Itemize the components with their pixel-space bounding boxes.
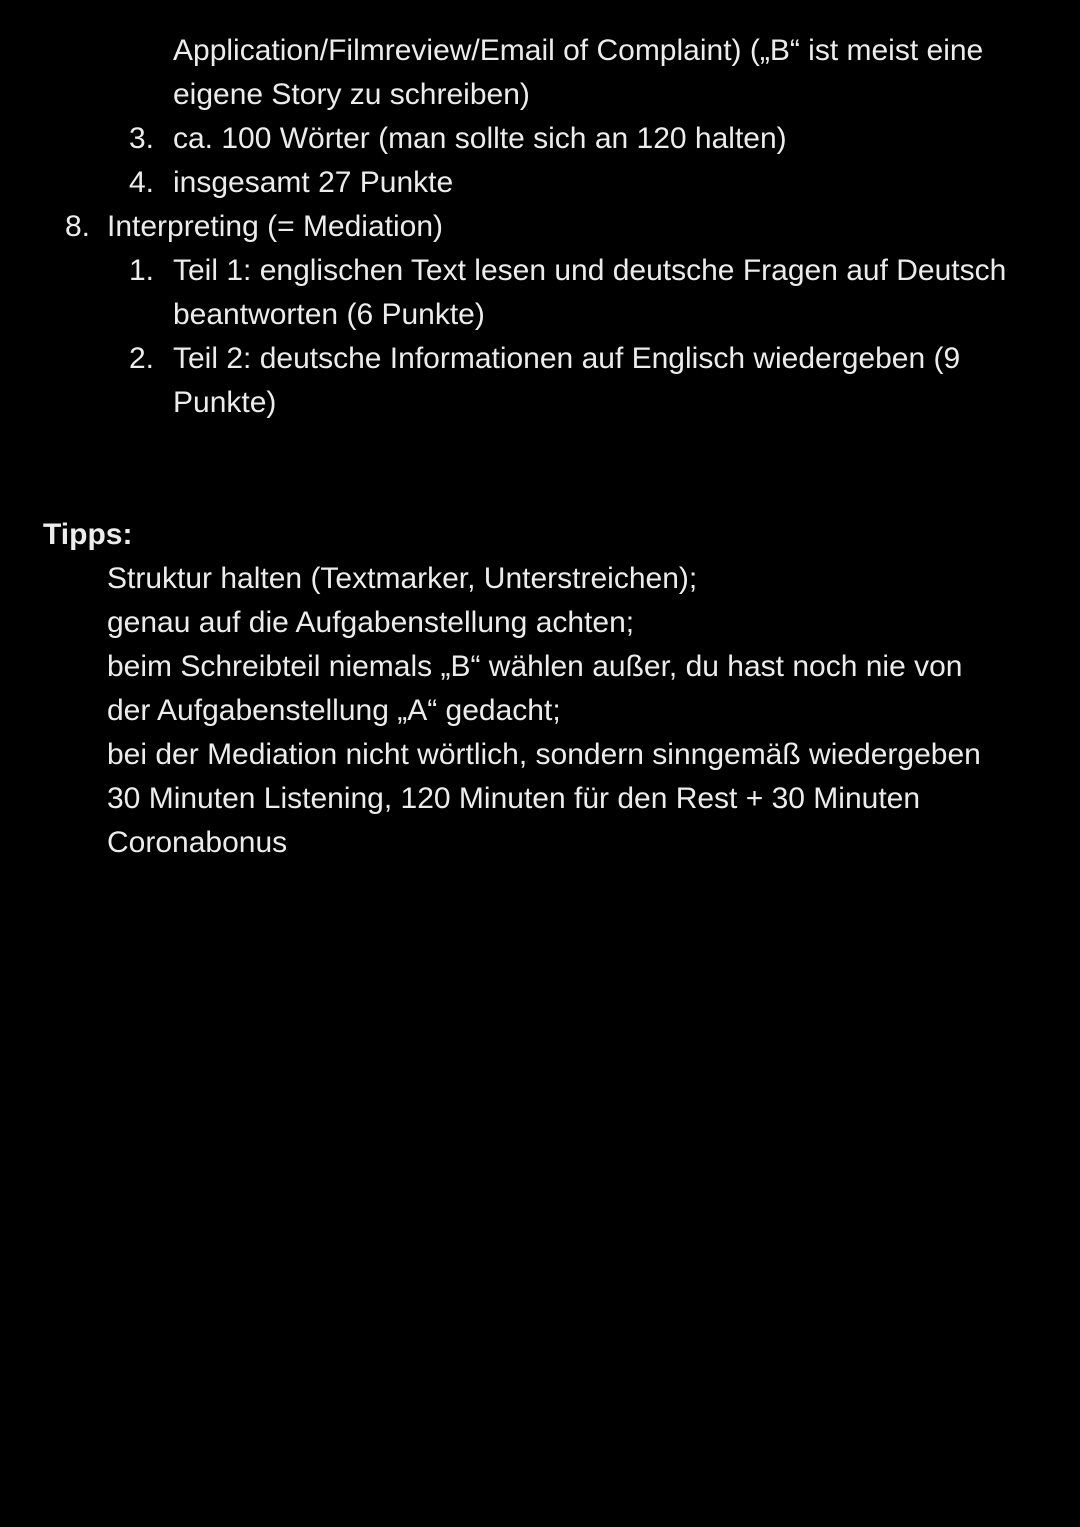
tipps-title: Tipps:	[43, 518, 133, 551]
tip-line	[0, 733, 1080, 777]
tip-line	[0, 601, 1080, 645]
writing-continuation-text: eigene Story zu schreiben)	[173, 78, 530, 111]
interpreting-item-1-continuation	[0, 293, 1080, 337]
list-number: 8.	[64, 210, 90, 243]
tip-line	[0, 689, 1080, 733]
interpreting-item-2-continuation	[0, 381, 1080, 425]
interpreting-item-2	[0, 337, 1080, 381]
writing-continuation-line	[0, 73, 1080, 117]
list-item-text: ca. 100 Wörter (man sollte sich an 120 halten)	[173, 122, 787, 155]
list-item-text: Punkte)	[173, 386, 277, 419]
interpreting-item-1	[0, 249, 1080, 293]
writing-item-4	[0, 161, 1080, 205]
list-item-text: Teil 1: englischen Text lesen und deutsche Fragen auf Deutsch	[173, 254, 1007, 287]
list-item-text: insgesamt 27 Punkte	[173, 166, 454, 199]
tip-line	[0, 557, 1080, 601]
tip-line	[0, 645, 1080, 689]
tip-line	[0, 777, 1080, 821]
tip-text: der Aufgabenstellung „A“ gedacht;	[107, 694, 561, 727]
tip-text: beim Schreibteil niemals „B“ wählen außer, du hast noch nie von	[107, 650, 963, 683]
list-number: 4.	[128, 166, 154, 199]
list-number: 2.	[128, 342, 154, 375]
tip-text: 30 Minuten Listening, 120 Minuten für den Rest + 30 Minuten	[107, 782, 921, 815]
tip-text: bei der Mediation nicht wörtlich, sondern sinngemäß wiedergeben	[107, 738, 981, 771]
interpreting-heading	[0, 205, 1080, 249]
list-number: 1.	[128, 254, 154, 287]
section-title: Interpreting (= Mediation)	[107, 210, 444, 243]
tip-line	[0, 821, 1080, 865]
list-item-text: beantworten (6 Punkte)	[173, 298, 485, 331]
tip-text: Struktur halten (Textmarker, Unterstreichen);	[107, 562, 698, 595]
writing-continuation-text: Application/Filmreview/Email of Complaint) („B“ ist meist eine	[173, 34, 984, 67]
document-page	[0, 29, 1080, 865]
list-number: 3.	[128, 122, 154, 155]
spacer	[0, 425, 1080, 513]
writing-continuation-line	[0, 29, 1080, 73]
tipps-heading	[0, 513, 1080, 557]
writing-item-3	[0, 117, 1080, 161]
tip-text: Coronabonus	[107, 826, 288, 859]
tip-text: genau auf die Aufgabenstellung achten;	[107, 606, 635, 639]
list-item-text: Teil 2: deutsche Informationen auf Englisch wiedergeben (9	[173, 342, 961, 375]
